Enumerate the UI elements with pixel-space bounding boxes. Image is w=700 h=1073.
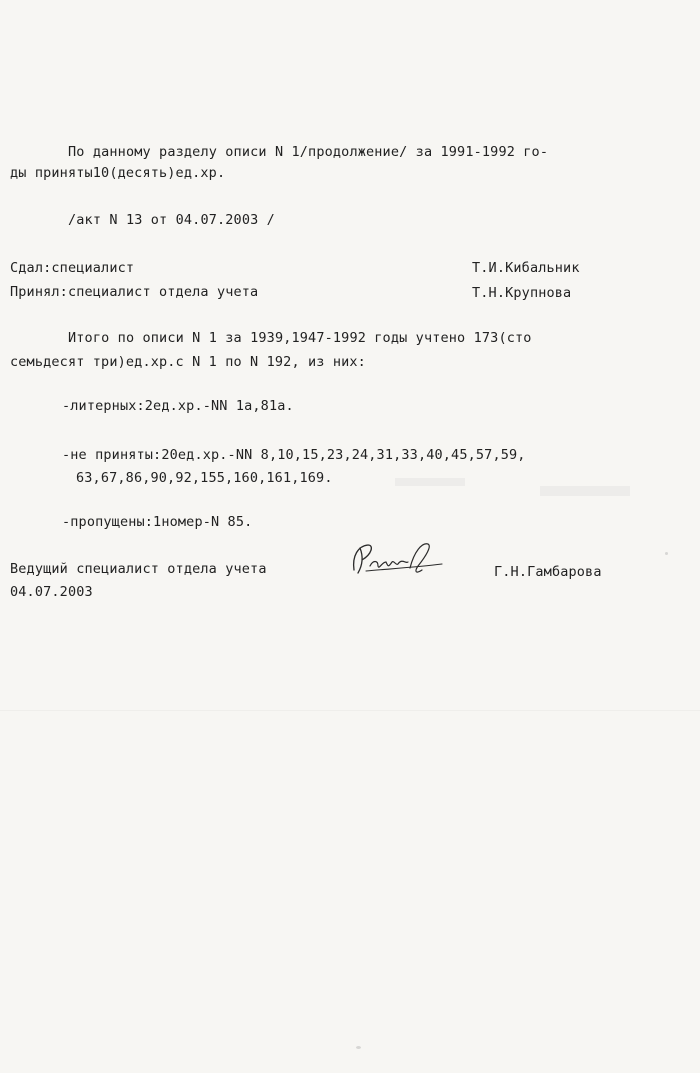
skipped-items: -пропущены:1номер-N 85. <box>62 514 253 530</box>
given-by-name: Т.И.Кибальник <box>472 260 580 276</box>
signoff-name: Г.Н.Гамбарова <box>494 564 602 580</box>
scan-artifact <box>540 486 630 496</box>
given-by-label: Сдал:специалист <box>10 260 135 276</box>
signoff-date: 04.07.2003 <box>10 584 93 600</box>
total-line1: Итого по описи N 1 за 1939,1947-1992 годы учтено 173(сто <box>68 330 532 346</box>
scan-artifact <box>395 478 465 486</box>
scan-speck <box>665 552 668 555</box>
not-accepted-line2: 63,67,86,90,92,155,160,161,169. <box>76 470 333 486</box>
literal-items: -литерных:2ед.хр.-NN 1а,81а. <box>62 398 294 414</box>
received-by-name: Т.Н.Крупнова <box>472 285 572 301</box>
scan-speck <box>356 1046 361 1049</box>
paper-crease <box>0 710 700 711</box>
received-by-label: Принял:специалист отдела учета <box>10 284 259 300</box>
signoff-position: Ведущий специалист отдела учета <box>10 561 267 577</box>
para1-line2: ды приняты10(десять)ед.хр. <box>10 165 226 181</box>
not-accepted-line1: -не приняты:20ед.хр.-NN 8,10,15,23,24,31,33,40,45,57,59, <box>62 447 526 463</box>
handwritten-signature <box>348 540 448 580</box>
total-line2: семьдесят три)ед.хр.с N 1 по N 192, из них: <box>10 354 366 370</box>
para1-line1: По данному разделу описи N 1/продолжение/ за 1991-1992 го- <box>68 144 549 160</box>
act-reference: /акт N 13 от 04.07.2003 / <box>68 212 275 228</box>
